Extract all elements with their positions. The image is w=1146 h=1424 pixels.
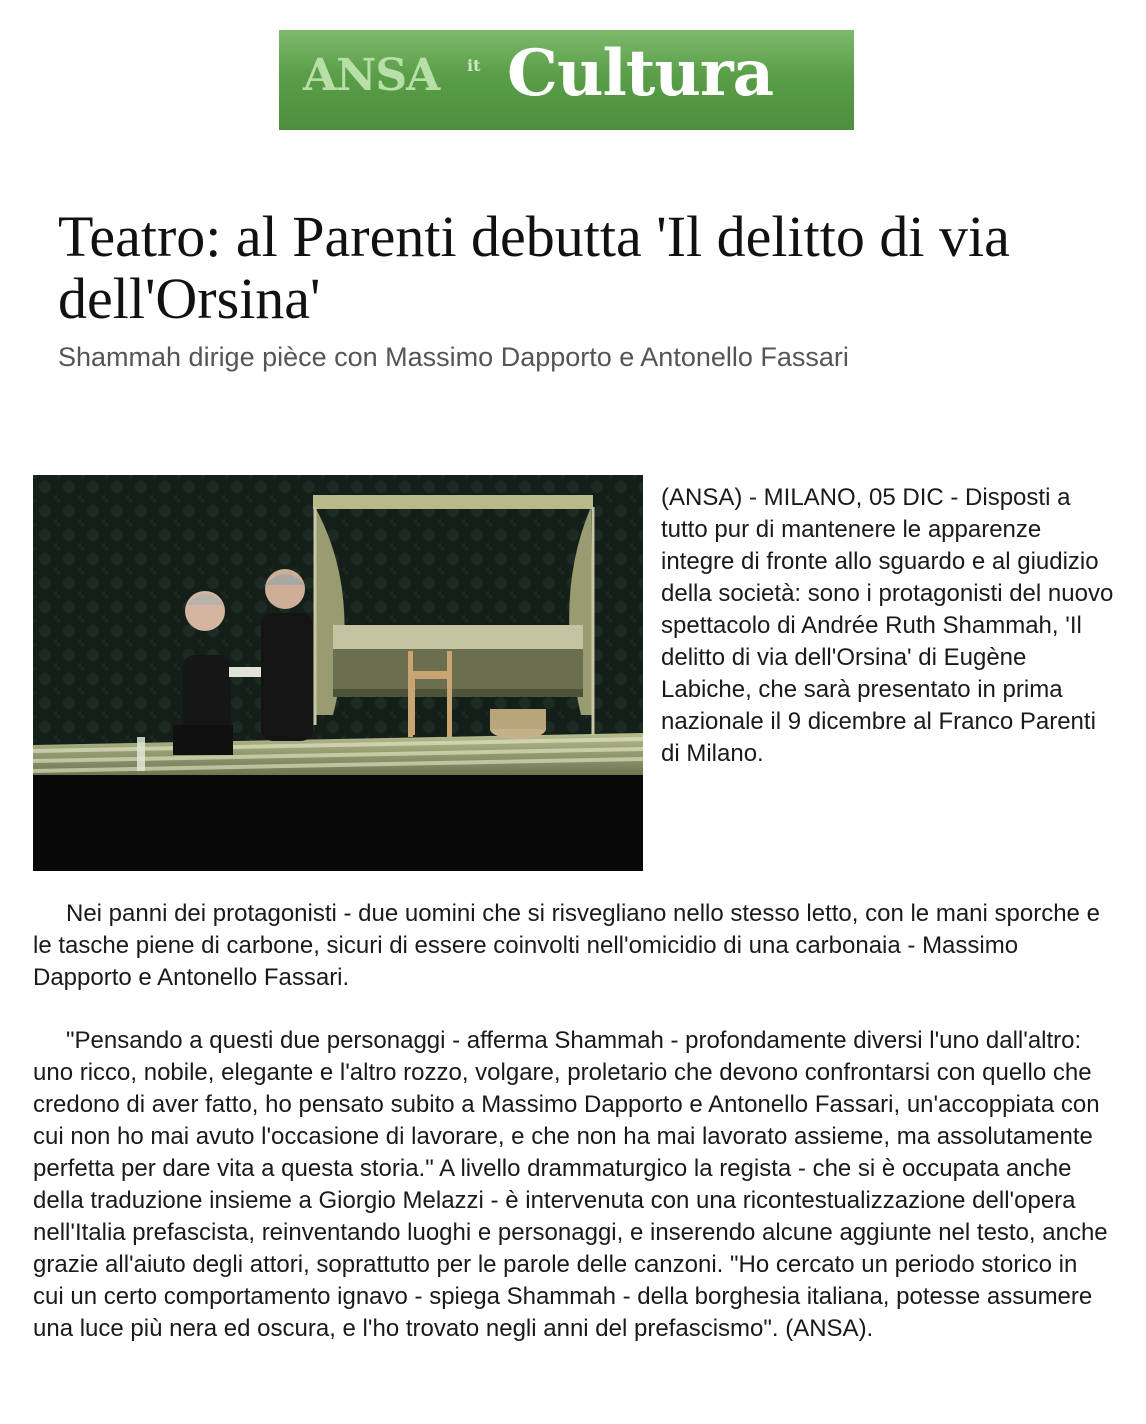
article-paragraph-2: "Pensando a questi due personaggi - afferma Shammah - profondamente diversi l'uno dall'altro: uno ricco, nobile, elegante e l'altro rozzo, volgare, proletario che devono confrontarsi con quello che credono di aver fatto, ho pensato subito a Massimo Dapporto e Antonello Fassari, un'accoppiata con cui non ho mai avuto l'occasione di lavorare, e che non ha mai lavorato assieme, ma assolutamente perfetta per dare vita a questa storia." A livello drammaturgico la regista - che si è occupata anche della traduzione insieme a Giorgio Melazzi - è intervenuta con una ricontestualizzazione dell'opera nell'Italia prefascista, reinventando luoghi e personaggi, e inserendo alcune aggiunte nel testo, anche grazie all'aiuto degli attori, soprattutto per le parole delle canzoni. "Ho cercato un periodo storico in cui un certo comportamento ignavo - spiega Shammah - della borghesia italiana, potesse assumere una luce più nera ed oscura, e l'ho trovato negli anni del prefascismo". (ANSA). — [33, 1027, 1108, 1342]
article-lead: (ANSA) - MILANO, 05 DIC - Disposti a tutto pur di mantenere le apparenze integre di fronte allo sguardo e al giudizio della società: sono i protagonisti del nuovo spettacolo di Andrée Ruth Shammah, 'Il delitto di via dell'Orsina' di Eugène Labiche, che sarà presentato in prima nazionale il 9 dicembre al Franco Parenti di Milano. — [661, 484, 1114, 767]
photo-bottle — [137, 737, 145, 771]
article-subheadline: Shammah dirige pièce con Massimo Dapporto e Antonello Fassari — [58, 342, 849, 372]
photo-stage-front — [33, 775, 643, 871]
article-paragraph-1: Nei panni dei protagonisti - due uomini che si risvegliano nello stesso letto, con le mani sporche e le tasche piene di carbone, sicuri di essere coinvolti nell'omicidio di una carbonaia - Massimo Dapporto e Antonello Fassari. — [33, 900, 1100, 991]
photo-ottoman-side — [490, 709, 546, 729]
brand-suffix: it — [467, 56, 481, 75]
brand-name: ANSA — [303, 50, 440, 101]
masthead-logo — [279, 30, 854, 130]
article-photo — [33, 475, 643, 871]
photo-bed — [333, 625, 583, 697]
article-headline: Teatro: al Parenti debutta 'Il delitto di via dell'Orsina' — [58, 204, 1010, 331]
section-name: Cultura — [507, 36, 774, 111]
